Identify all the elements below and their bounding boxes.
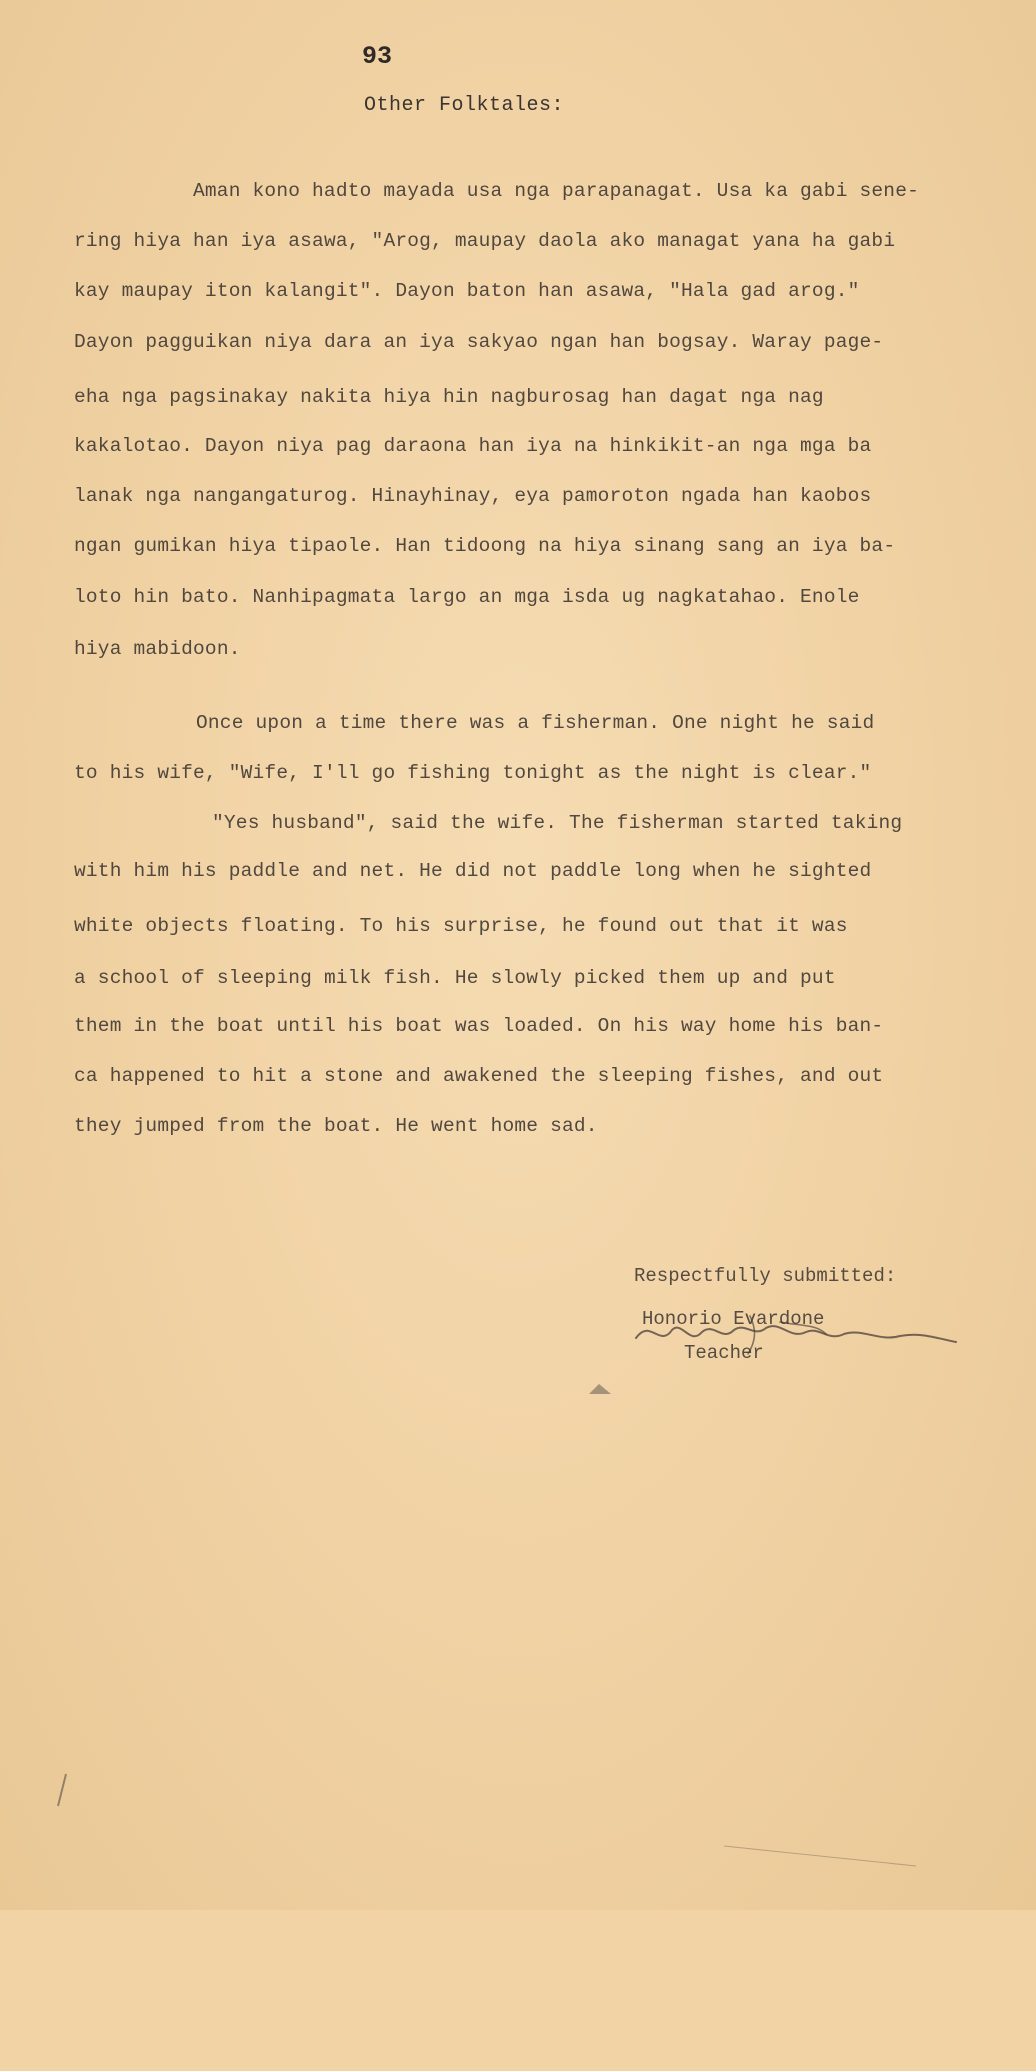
waray-line: loto hin bato. Nanhipagmata largo an mga isda ug nagkatahao. Enole <box>74 586 860 608</box>
waray-line: kay maupay iton kalangit". Dayon baton han asawa, "Hala gad arog." <box>74 280 860 302</box>
signer-title: Teacher <box>684 1342 764 1364</box>
page-title: Other Folktales: <box>364 94 565 117</box>
waray-line: lanak nga nangangaturog. Hinayhinay, eya pamoroton ngada han kaobos <box>74 485 872 507</box>
english-line: they jumped from the boat. He went home sad. <box>74 1115 598 1137</box>
english-line: ca happened to hit a stone and awakened the sleeping fishes, and out <box>74 1065 884 1087</box>
waray-line: kakalotao. Dayon niya pag daraona han iya na hinkikit-an nga mga ba <box>74 435 872 457</box>
english-line: them in the boat until his boat was loaded. On his way home his ban- <box>74 1015 884 1037</box>
waray-line: eha nga pagsinakay nakita hiya hin nagburosag han dagat nga nag <box>74 386 824 408</box>
closing-submitted: Respectfully submitted: <box>634 1265 897 1287</box>
pencil-mark <box>720 1840 920 1870</box>
waray-line: Aman kono hadto mayada usa nga parapanagat. Usa ka gabi sene- <box>193 180 920 202</box>
waray-line: ring hiya han iya asawa, "Arog, maupay daola ako managat yana ha gabi <box>74 230 896 252</box>
pencil-mark <box>52 1770 72 1810</box>
ink-speck <box>585 1380 615 1400</box>
english-line: with him his paddle and net. He did not paddle long when he sighted <box>74 860 872 882</box>
english-line: to his wife, "Wife, I'll go fishing tonight as the night is clear." <box>74 762 872 784</box>
page-number: 93 <box>362 42 393 71</box>
waray-line: Dayon pagguikan niya dara an iya sakyao ngan han bogsay. Waray page- <box>74 331 884 353</box>
english-line: "Yes husband", said the wife. The fisherman started taking <box>212 812 903 834</box>
english-line: Once upon a time there was a fisherman. One night he said <box>196 712 875 734</box>
waray-line: ngan gumikan hiya tipaole. Han tidoong na hiya sinang sang an iya ba- <box>74 535 896 557</box>
waray-line: hiya mabidoon. <box>74 638 241 660</box>
english-line: white objects floating. To his surprise, he found out that it was <box>74 915 848 937</box>
signer-name: Honorio Evardone <box>642 1308 825 1330</box>
english-line: a school of sleeping milk fish. He slowly picked them up and put <box>74 967 836 989</box>
